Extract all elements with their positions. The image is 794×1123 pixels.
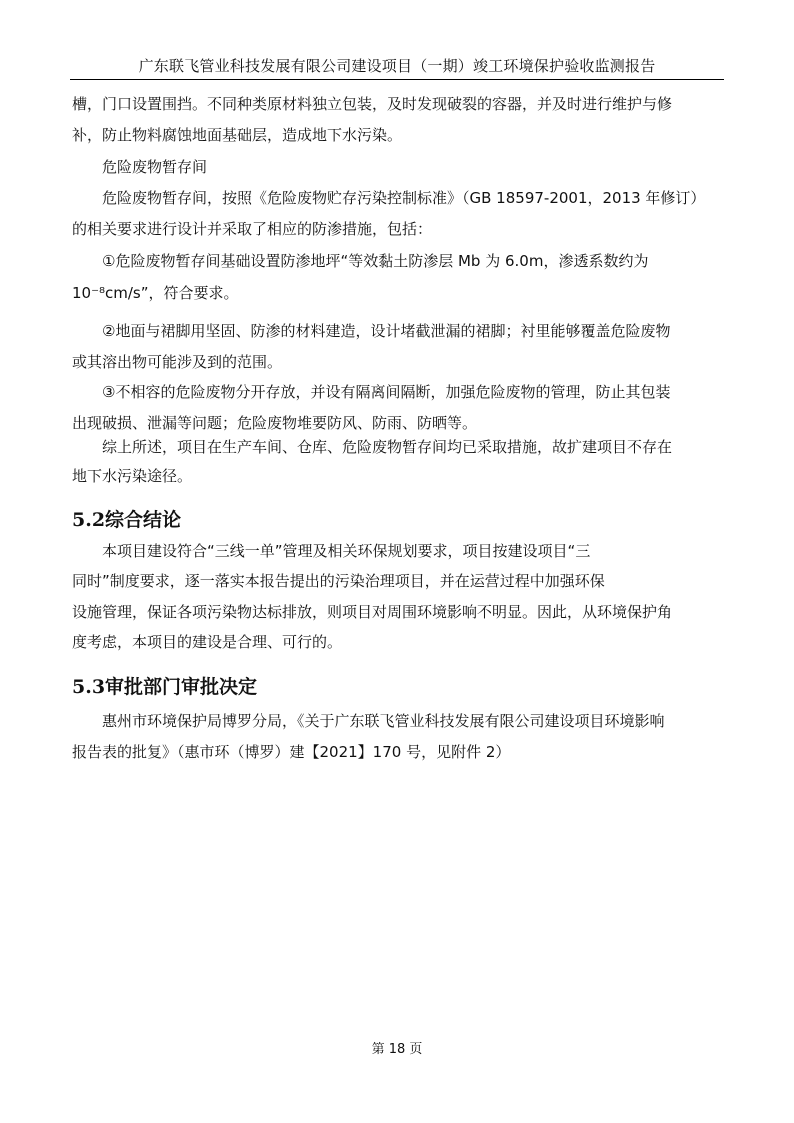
- approval-line: 报告表的批复》（惠市环（博罗）建【2021】170 号，见附件 2）: [72, 743, 511, 761]
- summary-line: 综上所述，项目在生产车间、仓库、危险废物暂存间均已采取措施，故扩建项目不存在: [102, 438, 673, 456]
- subsection-title-hazard-storage: 危险废物暂存间: [102, 158, 208, 176]
- header-divider: [70, 79, 724, 80]
- paragraph-line: 危险废物暂存间，按照《危险废物贮存污染控制标准》（GB 18597-2001，2013 年修订）: [102, 189, 706, 207]
- list-item-2-line: 或其溶出物可能涉及到的范围。: [72, 353, 283, 371]
- list-item-3-line: ③不相容的危险废物分开存放，并设有隔离间隔断，加强危险废物的管理，防止其包装: [102, 383, 671, 401]
- conclusion-line: 本项目建设符合“三线一单”管理及相关环保规划要求，项目按建设项目“三: [102, 542, 591, 560]
- conclusion-line: 度考虑，本项目的建设是合理、可行的。: [72, 633, 343, 651]
- paragraph-line: 的相关要求进行设计并采取了相应的防渗措施，包括：: [72, 220, 433, 238]
- list-item-3-line: 出现破损、泄漏等问题；危险废物堆要防风、防雨、防晒等。: [72, 414, 478, 432]
- list-item-1-line: ①危险废物暂存间基础设置防渗地坪“等效黏土防渗层 Mb 为 6.0m，渗透系数约为: [102, 252, 649, 270]
- paragraph-line: 槽，门口设置围挡。不同种类原材料独立包装，及时发现破裂的容器，并及时进行维护与修: [72, 95, 673, 113]
- page-header-title: 广东联飞管业科技发展有限公司建设项目（一期）竣工环境保护验收监测报告: [138, 57, 656, 75]
- summary-line: 地下水污染途径。: [72, 467, 193, 485]
- approval-line: 惠州市环境保护局博罗分局，《关于广东联飞管业科技发展有限公司建设项目环境影响: [102, 712, 665, 730]
- conclusion-line: 同时”制度要求，逐一落实本报告提出的污染治理项目，并在运营过程中加强环保: [72, 572, 605, 590]
- paragraph-line: 补，防止物料腐蚀地面基础层，造成地下水污染。: [72, 126, 403, 144]
- section-heading-5-2: 5.2综合结论: [72, 509, 182, 531]
- conclusion-line: 设施管理，保证各项污染物达标排放，则项目对周围环境影响不明显。因此，从环境保护角: [72, 603, 673, 621]
- section-heading-5-3: 5.3审批部门审批决定: [72, 676, 258, 698]
- list-item-1-line: 10⁻⁸cm/s”，符合要求。: [72, 284, 239, 302]
- page-number: 第 18 页: [371, 1042, 423, 1057]
- list-item-2-line: ②地面与裙脚用坚固、防渗的材料建造，设计堵截泄漏的裙脚；衬里能够覆盖危险废物: [102, 322, 671, 340]
